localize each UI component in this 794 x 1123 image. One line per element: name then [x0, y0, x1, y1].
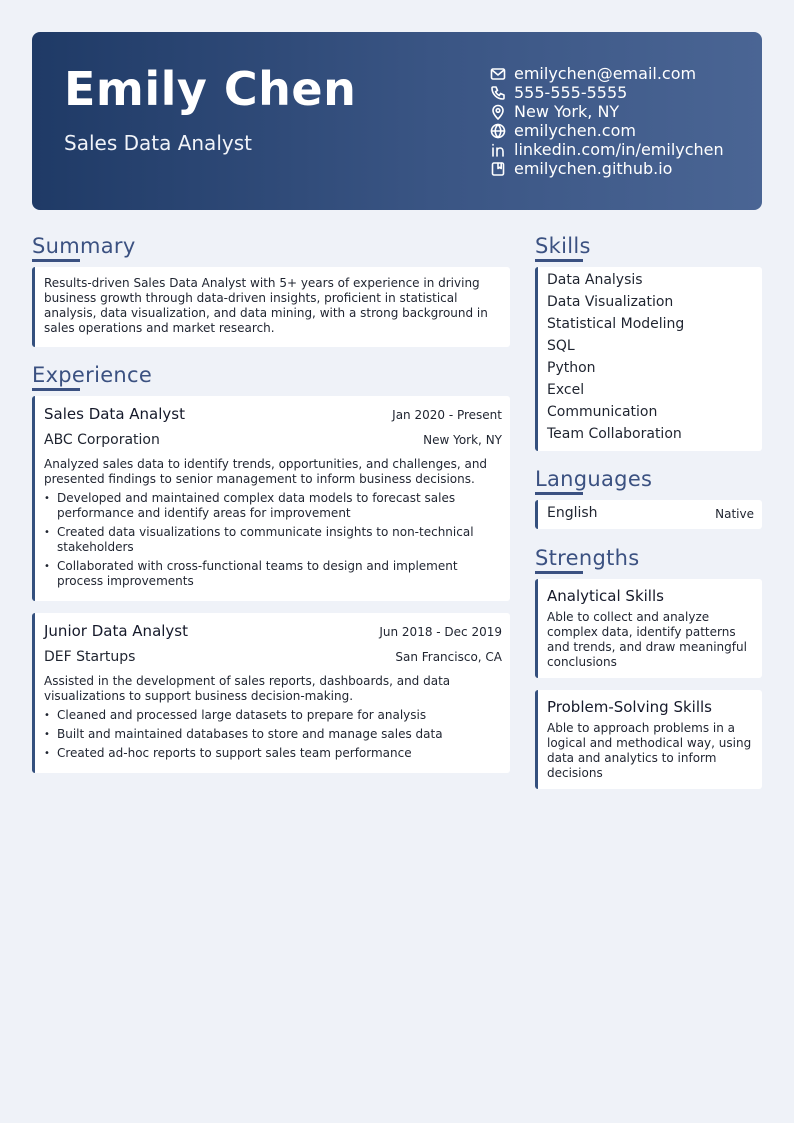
- contact-website-text: emilychen.com: [514, 121, 636, 140]
- job-bullets: [44, 708, 490, 761]
- contact-email-text: emilychen@email.com: [514, 64, 697, 83]
- bookmark-icon: [489, 160, 507, 178]
- strengths-underline: [535, 571, 583, 574]
- job-bullets: [44, 491, 490, 589]
- job-company-row: [44, 432, 502, 448]
- job-card: [32, 396, 510, 601]
- job-company: ABC Corporation: [44, 432, 160, 448]
- skill-item: Data Analysis: [547, 272, 643, 288]
- job-bullet: • Developed and maintained complex data models to forecast sales performance and identify areas for improvement: [44, 491, 490, 521]
- skill-item: Data Visualization: [547, 294, 674, 310]
- job-header-row: [44, 622, 502, 640]
- strength-card: [535, 690, 762, 789]
- strength-title: Problem-Solving Skills: [547, 698, 712, 716]
- job-company-row: [44, 649, 502, 665]
- job-bullet: • Created ad-hoc reports to support sales team performance: [44, 746, 490, 761]
- skills-card: [535, 267, 762, 451]
- phone-icon: [489, 84, 507, 102]
- summary-text: Results-driven Sales Data Analyst with 5+ years of experience in driving business growth through data-driven insights, proficient in statistical analysis, data visualization, and data mining, with a strong background in sales operations and market research.: [44, 276, 488, 335]
- job-bullet: • Cleaned and processed large datasets to prepare for analysis: [44, 708, 490, 723]
- job-header-row: [44, 405, 502, 423]
- skill-item: Statistical Modeling: [547, 316, 685, 332]
- skill-item: SQL: [547, 338, 575, 354]
- job-title: Sales Data Analyst: [44, 405, 185, 423]
- experience-heading: Experience: [32, 363, 153, 387]
- skill-item: Team Collaboration: [547, 426, 682, 442]
- summary-heading: Summary: [32, 234, 136, 258]
- candidate-role: Sales Data Analyst: [64, 131, 252, 155]
- job-title: Junior Data Analyst: [44, 622, 189, 640]
- strength-title: Analytical Skills: [547, 587, 664, 605]
- contact-github[interactable]: [489, 159, 724, 178]
- contact-list: [489, 64, 724, 178]
- job-card: [32, 613, 510, 773]
- strength-description: Able to approach problems in a logical and methodical way, using data and analytics to inform decisions: [547, 721, 752, 780]
- job-company: DEF Startups: [44, 649, 136, 665]
- contact-location-text: New York, NY: [514, 102, 620, 121]
- job-dates: Jun 2018 - Dec 2019: [379, 625, 502, 639]
- location-icon: [489, 103, 507, 121]
- linkedin-icon: [489, 141, 507, 159]
- contact-website[interactable]: [489, 121, 724, 140]
- skill-item: Excel: [547, 382, 585, 398]
- strength-description: Able to collect and analyze complex data, identify patterns and trends, and draw meaningful conclusions: [547, 610, 747, 669]
- job-location: San Francisco, CA: [395, 650, 502, 664]
- job-bullet: • Collaborated with cross-functional teams to design and implement process improvements: [44, 559, 490, 589]
- languages-heading: Languages: [535, 467, 653, 491]
- contact-email[interactable]: [489, 64, 724, 83]
- language-card: [535, 500, 762, 529]
- resume-header: [32, 32, 762, 210]
- job-location: New York, NY: [423, 433, 502, 447]
- contact-location: [489, 102, 724, 121]
- skill-item: Python: [547, 360, 596, 376]
- job-dates: Jan 2020 - Present: [392, 408, 502, 422]
- skills-underline: [535, 259, 583, 262]
- experience-underline: [32, 388, 80, 391]
- skill-item: Communication: [547, 404, 658, 420]
- language-level: Native: [715, 507, 754, 521]
- strength-card: [535, 579, 762, 678]
- strengths-heading: Strengths: [535, 546, 640, 570]
- job-bullet: • Built and maintained databases to store and manage sales data: [44, 727, 490, 742]
- job-description: Analyzed sales data to identify trends, opportunities, and challenges, and presented findings to senior management to inform business decisions.: [44, 457, 488, 486]
- contact-phone[interactable]: [489, 83, 724, 102]
- contact-github-text: emilychen.github.io: [514, 159, 673, 178]
- email-icon: [489, 65, 507, 83]
- contact-phone-text: 555-555-5555: [514, 83, 628, 102]
- candidate-name: Emily Chen: [64, 62, 357, 116]
- skills-heading: Skills: [535, 234, 591, 258]
- summary-card: [32, 267, 510, 347]
- job-description: Assisted in the development of sales reports, dashboards, and data visualizations to support business decision-making.: [44, 674, 451, 703]
- languages-underline: [535, 492, 583, 495]
- job-bullet: • Created data visualizations to communicate insights to non-technical stakeholders: [44, 525, 490, 555]
- globe-icon: [489, 122, 507, 140]
- contact-linkedin-text: linkedin.com/in/emilychen: [514, 140, 724, 159]
- contact-linkedin[interactable]: [489, 140, 724, 159]
- summary-underline: [32, 259, 80, 262]
- language-name: English: [547, 505, 598, 521]
